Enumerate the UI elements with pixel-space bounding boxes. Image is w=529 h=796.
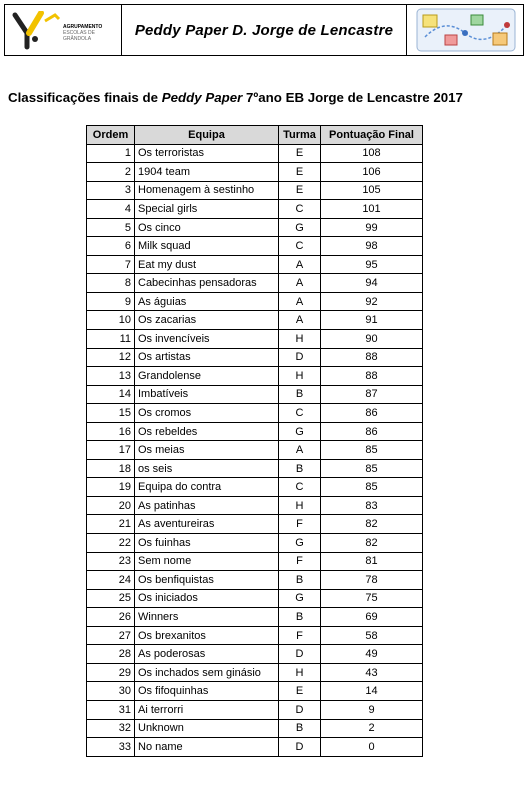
heading-suffix: 7ºano EB Jorge de Lencastre 2017 <box>242 90 463 105</box>
cell-ordem: 30 <box>87 682 135 701</box>
cell-turma: D <box>279 348 321 367</box>
cell-pontuacao: 83 <box>321 496 423 515</box>
cell-ordem: 6 <box>87 237 135 256</box>
cell-equipa: As aventureiras <box>135 515 279 534</box>
cell-ordem: 19 <box>87 478 135 497</box>
cell-pontuacao: 49 <box>321 645 423 664</box>
table-row <box>87 589 423 608</box>
cell-turma: B <box>279 571 321 590</box>
cell-ordem: 5 <box>87 218 135 237</box>
cell-equipa: Os zacarias <box>135 311 279 330</box>
cell-pontuacao: 82 <box>321 515 423 534</box>
cell-turma: D <box>279 738 321 757</box>
logo-line-1: AGRUPAMENTO <box>63 24 103 30</box>
table-row <box>87 645 423 664</box>
cell-turma: E <box>279 163 321 182</box>
cell-pontuacao: 101 <box>321 200 423 219</box>
col-header-turma: Turma <box>279 126 321 145</box>
cell-equipa: Unknown <box>135 719 279 738</box>
cell-ordem: 20 <box>87 496 135 515</box>
cell-pontuacao: 87 <box>321 385 423 404</box>
col-header-pontuacao: Pontuação Final <box>321 126 423 145</box>
table-row <box>87 738 423 757</box>
cell-turma: B <box>279 608 321 627</box>
cell-turma: F <box>279 626 321 645</box>
cell-ordem: 31 <box>87 700 135 719</box>
logo-line-2: ESCOLAS DE GRÂNDOLA <box>63 30 95 42</box>
cell-turma: A <box>279 255 321 274</box>
cell-ordem: 22 <box>87 534 135 553</box>
cell-pontuacao: 81 <box>321 552 423 571</box>
cell-turma: A <box>279 311 321 330</box>
cell-equipa: As patinhas <box>135 496 279 515</box>
table-row <box>87 144 423 163</box>
cell-ordem: 12 <box>87 348 135 367</box>
cell-ordem: 10 <box>87 311 135 330</box>
cell-turma: C <box>279 404 321 423</box>
cell-equipa: Os meias <box>135 441 279 460</box>
table-row <box>87 571 423 590</box>
cell-equipa: Winners <box>135 608 279 627</box>
cell-equipa: Os fuinhas <box>135 534 279 553</box>
cell-turma: G <box>279 218 321 237</box>
cell-ordem: 15 <box>87 404 135 423</box>
cell-equipa: Os artistas <box>135 348 279 367</box>
cell-ordem: 29 <box>87 663 135 682</box>
cell-turma: G <box>279 422 321 441</box>
cell-ordem: 16 <box>87 422 135 441</box>
table-body <box>87 144 423 756</box>
cell-ordem: 14 <box>87 385 135 404</box>
cell-ordem: 23 <box>87 552 135 571</box>
cell-turma: G <box>279 534 321 553</box>
cell-pontuacao: 85 <box>321 441 423 460</box>
cell-pontuacao: 94 <box>321 274 423 293</box>
cell-ordem: 8 <box>87 274 135 293</box>
table-row <box>87 719 423 738</box>
cell-equipa: Milk squad <box>135 237 279 256</box>
cell-turma: D <box>279 645 321 664</box>
cell-equipa: Cabecinhas pensadoras <box>135 274 279 293</box>
cell-pontuacao: 88 <box>321 367 423 386</box>
table-row <box>87 459 423 478</box>
cell-pontuacao: 85 <box>321 478 423 497</box>
cell-equipa: Special girls <box>135 200 279 219</box>
table-row <box>87 682 423 701</box>
cell-pontuacao: 14 <box>321 682 423 701</box>
cell-ordem: 3 <box>87 181 135 200</box>
cell-ordem: 18 <box>87 459 135 478</box>
cell-pontuacao: 105 <box>321 181 423 200</box>
agrupamento-logo-icon <box>11 11 63 51</box>
table-row <box>87 608 423 627</box>
cell-pontuacao: 88 <box>321 348 423 367</box>
school-logo <box>4 4 122 56</box>
cell-pontuacao: 82 <box>321 534 423 553</box>
cell-turma: A <box>279 441 321 460</box>
cell-pontuacao: 85 <box>321 459 423 478</box>
cell-pontuacao: 90 <box>321 330 423 349</box>
table-row <box>87 534 423 553</box>
cell-equipa: As poderosas <box>135 645 279 664</box>
table-row <box>87 478 423 497</box>
table-row <box>87 496 423 515</box>
cell-turma: H <box>279 367 321 386</box>
cell-equipa: Os cromos <box>135 404 279 423</box>
results-table <box>86 125 423 757</box>
table-row <box>87 367 423 386</box>
cell-ordem: 9 <box>87 292 135 311</box>
cell-ordem: 24 <box>87 571 135 590</box>
banner-illustration <box>406 4 524 56</box>
cell-ordem: 2 <box>87 163 135 182</box>
cell-turma: E <box>279 181 321 200</box>
cell-equipa: Eat my dust <box>135 255 279 274</box>
cell-pontuacao: 9 <box>321 700 423 719</box>
cell-pontuacao: 69 <box>321 608 423 627</box>
cell-pontuacao: 106 <box>321 163 423 182</box>
cell-equipa: Equipa do contra <box>135 478 279 497</box>
table-row <box>87 218 423 237</box>
cell-ordem: 7 <box>87 255 135 274</box>
cell-equipa: Os fifoquinhas <box>135 682 279 701</box>
cell-pontuacao: 43 <box>321 663 423 682</box>
table-row <box>87 515 423 534</box>
cell-ordem: 13 <box>87 367 135 386</box>
cell-ordem: 32 <box>87 719 135 738</box>
cell-pontuacao: 86 <box>321 404 423 423</box>
table-row <box>87 330 423 349</box>
cell-equipa: Imbatíveis <box>135 385 279 404</box>
cell-equipa: Sem nome <box>135 552 279 571</box>
cell-pontuacao: 2 <box>321 719 423 738</box>
cell-ordem: 11 <box>87 330 135 349</box>
table-row <box>87 626 423 645</box>
cell-pontuacao: 92 <box>321 292 423 311</box>
peddy-paper-map-icon <box>415 7 517 53</box>
cell-equipa: Os invencíveis <box>135 330 279 349</box>
cell-turma: A <box>279 292 321 311</box>
cell-pontuacao: 98 <box>321 237 423 256</box>
cell-pontuacao: 58 <box>321 626 423 645</box>
cell-turma: H <box>279 496 321 515</box>
cell-ordem: 25 <box>87 589 135 608</box>
table-row <box>87 700 423 719</box>
cell-turma: F <box>279 552 321 571</box>
table-header-row <box>87 126 423 145</box>
cell-ordem: 27 <box>87 626 135 645</box>
table-row <box>87 163 423 182</box>
cell-equipa: Os inchados sem ginásio <box>135 663 279 682</box>
cell-equipa: Os cinco <box>135 218 279 237</box>
table-row <box>87 311 423 330</box>
table-row <box>87 292 423 311</box>
cell-pontuacao: 78 <box>321 571 423 590</box>
cell-ordem: 1 <box>87 144 135 163</box>
table-row <box>87 663 423 682</box>
cell-equipa: Homenagem à sestinho <box>135 181 279 200</box>
cell-equipa: Os rebeldes <box>135 422 279 441</box>
cell-ordem: 21 <box>87 515 135 534</box>
table-row <box>87 441 423 460</box>
results-heading <box>8 90 463 105</box>
cell-equipa: As águias <box>135 292 279 311</box>
cell-pontuacao: 75 <box>321 589 423 608</box>
cell-pontuacao: 91 <box>321 311 423 330</box>
col-header-equipa: Equipa <box>135 126 279 145</box>
table-row <box>87 385 423 404</box>
cell-turma: B <box>279 719 321 738</box>
document-title: Peddy Paper D. Jorge de Lencastre <box>134 21 394 39</box>
table-row <box>87 552 423 571</box>
cell-pontuacao: 99 <box>321 218 423 237</box>
cell-turma: C <box>279 200 321 219</box>
document-header <box>4 4 524 60</box>
table-row <box>87 422 423 441</box>
cell-ordem: 28 <box>87 645 135 664</box>
cell-ordem: 17 <box>87 441 135 460</box>
cell-turma: B <box>279 385 321 404</box>
cell-equipa: Grandolense <box>135 367 279 386</box>
cell-turma: E <box>279 144 321 163</box>
col-header-ordem: Ordem <box>87 126 135 145</box>
table-row <box>87 255 423 274</box>
table-row <box>87 200 423 219</box>
cell-equipa: No name <box>135 738 279 757</box>
cell-pontuacao: 108 <box>321 144 423 163</box>
cell-turma: E <box>279 682 321 701</box>
cell-ordem: 4 <box>87 200 135 219</box>
table-row <box>87 348 423 367</box>
cell-turma: A <box>279 274 321 293</box>
cell-equipa: Os terroristas <box>135 144 279 163</box>
cell-turma: B <box>279 459 321 478</box>
table-row <box>87 274 423 293</box>
cell-ordem: 33 <box>87 738 135 757</box>
table-row <box>87 404 423 423</box>
table-row <box>87 237 423 256</box>
cell-turma: H <box>279 663 321 682</box>
cell-equipa: Os iniciados <box>135 589 279 608</box>
heading-italic: Peddy Paper <box>161 90 243 105</box>
cell-turma: C <box>279 478 321 497</box>
cell-pontuacao: 86 <box>321 422 423 441</box>
cell-equipa: Ai terrorri <box>135 700 279 719</box>
cell-turma: G <box>279 589 321 608</box>
cell-ordem: 26 <box>87 608 135 627</box>
cell-equipa: os seis <box>135 459 279 478</box>
cell-pontuacao: 0 <box>321 738 423 757</box>
table-row <box>87 181 423 200</box>
cell-equipa: Os benfiquistas <box>135 571 279 590</box>
cell-pontuacao: 95 <box>321 255 423 274</box>
cell-turma: H <box>279 330 321 349</box>
heading-prefix: Classificações finais de <box>8 90 162 105</box>
cell-turma: D <box>279 700 321 719</box>
cell-turma: C <box>279 237 321 256</box>
cell-equipa: 1904 team <box>135 163 279 182</box>
cell-turma: F <box>279 515 321 534</box>
cell-equipa: Os brexanitos <box>135 626 279 645</box>
